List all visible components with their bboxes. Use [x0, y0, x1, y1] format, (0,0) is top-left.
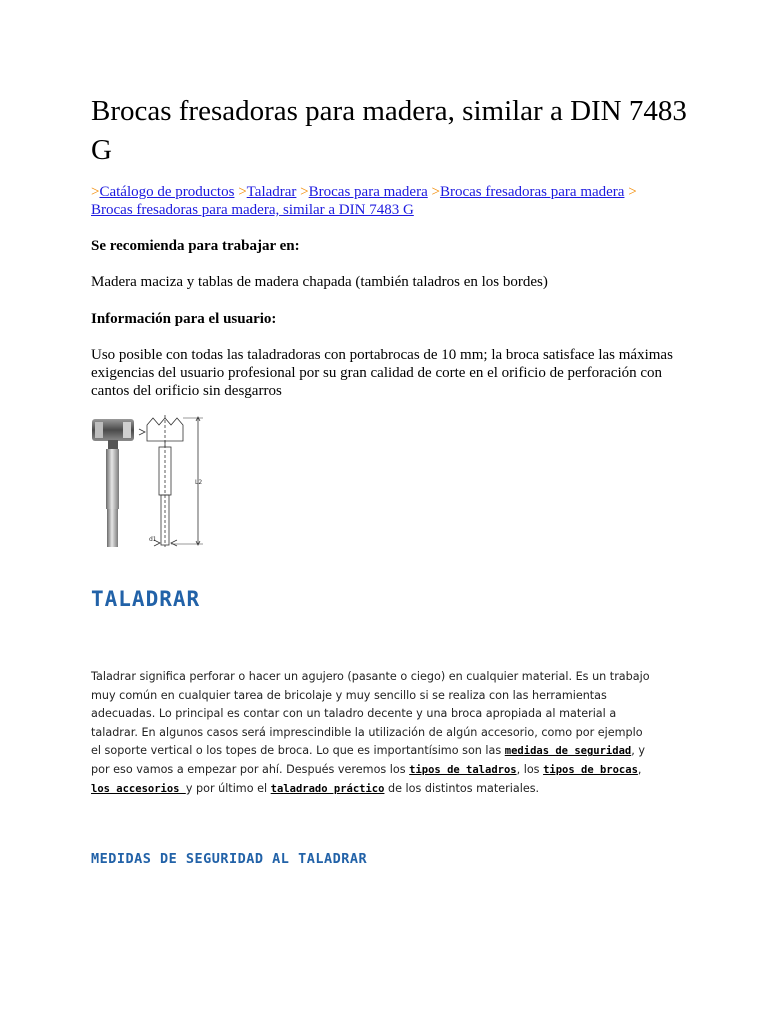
recommend-heading: Se recomienda para trabajar en:	[91, 238, 300, 254]
body-text-segment: , los	[516, 762, 544, 776]
recommend-text: Madera maciza y tablas de madera chapada (también taladros en los bordes)	[91, 274, 548, 290]
body-text-segment: Taladrar significa perforar o hacer un agujero (pasante o ciego) en cualquier material. Es un trabajo muy común en cualquier tarea de bricolaje y muy sencillo si se realiza con las herramientas adecuadas. Lo principal es contar con un taladro decente y una broca apropiada al material a taladrar. En algunos casos será imprescindible la utilización de algún accesorio, como por ejemplo el soporte vertical o los topes de broca. Lo que es importantísimo son las	[91, 670, 650, 758]
breadcrumb-link-brocas-fresadoras[interactable]: Brocas fresadoras para madera	[439, 184, 625, 200]
breadcrumb	[91, 183, 671, 219]
section-title-taladrar: TALADRAR	[91, 587, 201, 611]
user-info-text: Uso posible con todas las taladradoras con portabrocas de 10 mm; la broca satisface las máximas exigencias del usuario profesional por su gran calidad de corte en el orificio de perforación con cantos del orificio sin desgarros	[91, 347, 673, 399]
section-body-text	[91, 668, 651, 798]
subsection-title-medidas-seguridad: MEDIDAS DE SEGURIDAD AL TALADRAR	[91, 851, 368, 867]
drill-bit-drawing	[139, 415, 203, 547]
link-taladrado-practico[interactable]: taladrado práctico	[270, 782, 385, 795]
breadcrumb-link-taladrar[interactable]: Taladrar	[246, 184, 297, 200]
breadcrumb-separator: >	[238, 184, 247, 200]
user-info-heading: Información para el usuario:	[91, 311, 277, 327]
breadcrumb-separator: >	[91, 184, 100, 200]
body-text-segment: , y por eso vamos a empezar por ahí. Después veremos los	[91, 744, 645, 776]
body-text-segment: y por último el	[185, 781, 271, 795]
breadcrumb-link-catalogo[interactable]: Catálogo de productos	[99, 184, 235, 200]
page-title: Brocas fresadoras para madera, similar a DIN 7483 G	[91, 95, 687, 166]
drill-bit-diagram	[91, 413, 221, 548]
body-text-segment: ,	[637, 762, 642, 776]
body-text-segment: de los distintos materiales.	[384, 781, 540, 795]
breadcrumb-separator: >	[628, 184, 637, 200]
link-tipos-brocas[interactable]: tipos de brocas	[543, 763, 638, 776]
diagram-label-l2: L2	[195, 479, 203, 486]
drill-bit-photo	[92, 419, 134, 547]
link-tipos-taladros[interactable]: tipos de taladros	[409, 763, 517, 776]
breadcrumb-link-current[interactable]: Brocas fresadoras para madera, similar a DIN 7483 G	[91, 202, 414, 218]
breadcrumb-separator: >	[431, 184, 440, 200]
breadcrumb-separator: >	[300, 184, 309, 200]
link-accesorios[interactable]: los accesorios	[91, 782, 186, 795]
link-medidas-seguridad[interactable]: medidas de seguridad	[504, 745, 632, 758]
diagram-label-d1: d1	[149, 536, 157, 543]
breadcrumb-link-brocas-madera[interactable]: Brocas para madera	[308, 184, 428, 200]
